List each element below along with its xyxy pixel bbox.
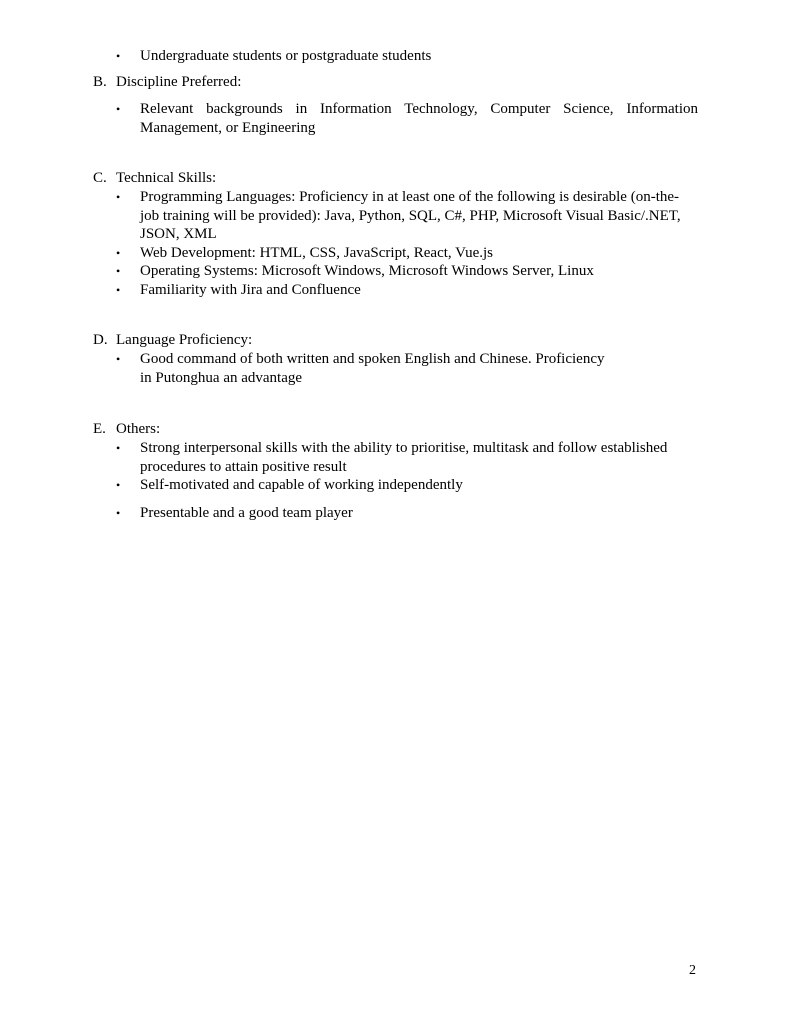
section-title: Technical Skills: bbox=[116, 170, 217, 186]
bullet-icon: • bbox=[116, 441, 121, 455]
list-item bbox=[116, 262, 698, 281]
section-heading-e bbox=[93, 420, 713, 439]
section-title: Others: bbox=[116, 421, 161, 437]
list-item bbox=[116, 439, 698, 476]
section-letter: E. bbox=[93, 421, 106, 437]
list-item bbox=[116, 504, 698, 523]
list-item-text: Presentable and a good team player bbox=[140, 504, 353, 521]
section-b-bullet-list bbox=[116, 100, 698, 137]
list-item-text: Operating Systems: Microsoft Windows, Microsoft Windows Server, Linux bbox=[140, 263, 594, 279]
section-d-bullet-list bbox=[116, 350, 698, 387]
bullet-icon: • bbox=[116, 245, 121, 260]
bullet-icon: • bbox=[116, 190, 121, 204]
section-heading-c bbox=[93, 169, 713, 188]
section-heading-b bbox=[93, 73, 713, 92]
list-item bbox=[116, 188, 698, 244]
intro-bullet-list bbox=[116, 47, 698, 66]
list-item-text: Undergraduate students or postgraduate students bbox=[140, 48, 432, 64]
bullet-icon: • bbox=[116, 282, 121, 297]
list-item-text: Self-motivated and capable of working independently bbox=[140, 477, 463, 493]
list-item bbox=[116, 476, 698, 495]
list-item bbox=[116, 244, 698, 263]
list-item bbox=[116, 47, 698, 66]
list-item-text: Relevant backgrounds in Information Technology, Computer Science, Information Management, or Engineering bbox=[140, 101, 698, 136]
list-item-text: Familiarity with Jira and Confluence bbox=[140, 281, 361, 298]
list-item bbox=[116, 350, 698, 387]
section-e-bullet-list bbox=[116, 439, 698, 522]
list-item-text: Web Development: HTML, CSS, JavaScript, React, Vue.js bbox=[140, 244, 493, 261]
section-letter: D. bbox=[93, 332, 108, 348]
bullet-icon: • bbox=[116, 352, 121, 366]
list-item-text: Programming Languages: Proficiency in at least one of the following is desirable (on-the-job training will be provided): Java, Python, SQL, C#, PHP, Microsoft Visual Basic/.NET, JSON, XML bbox=[140, 189, 681, 242]
list-item bbox=[116, 100, 698, 137]
bullet-icon: • bbox=[116, 102, 121, 116]
bullet-icon: • bbox=[116, 264, 121, 278]
list-item bbox=[116, 281, 698, 300]
section-heading-d bbox=[93, 331, 713, 350]
page-number: 2 bbox=[689, 963, 696, 978]
section-c-bullet-list bbox=[116, 188, 698, 299]
list-item-text: Good command of both written and spoken English and Chinese. Proficiency in Putonghua an advantage bbox=[140, 351, 605, 386]
bullet-icon: • bbox=[116, 505, 121, 520]
bullet-icon: • bbox=[116, 478, 121, 492]
section-letter: C. bbox=[93, 170, 107, 186]
section-title: Language Proficiency: bbox=[116, 332, 253, 348]
section-letter: B. bbox=[93, 74, 107, 90]
bullet-icon: • bbox=[116, 49, 121, 63]
list-item-text: Strong interpersonal skills with the ability to prioritise, multitask and follow established procedures to attain positive result bbox=[140, 440, 668, 475]
section-title: Discipline Preferred: bbox=[116, 74, 242, 90]
